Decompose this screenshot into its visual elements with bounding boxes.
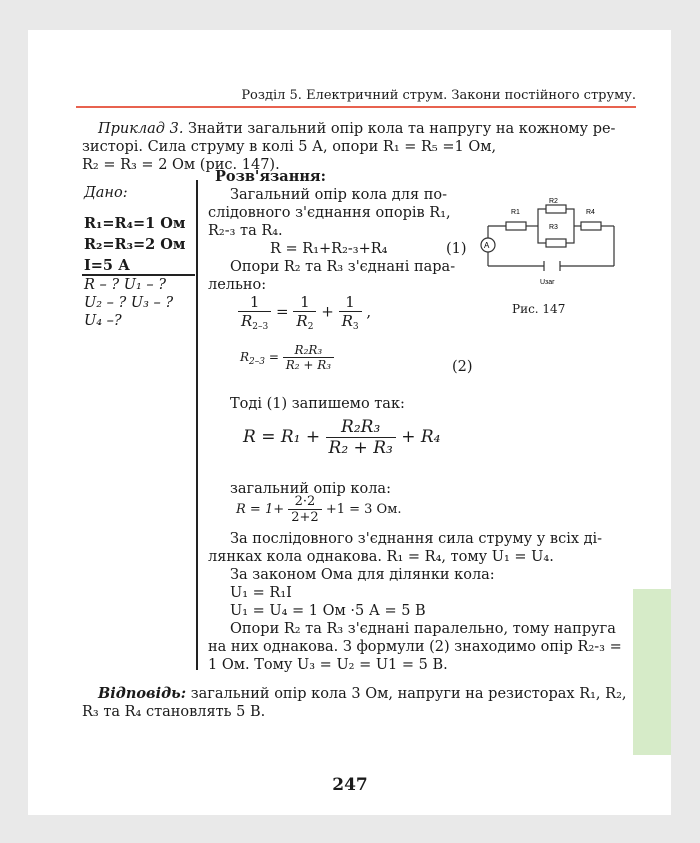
example-label: Приклад 3. — [98, 121, 184, 137]
solution-p1-line1: Загальний опір кола для по- — [230, 187, 447, 203]
formula-r23: $R_{2-3}$ = $\frac{\text{R₂R₃}}{\text{R₂ + R₃}}$ — [240, 343, 334, 372]
label-r1: R1 — [511, 209, 520, 216]
formula-parallel: $\frac{1}{R_{2-3}}$ = $\frac{1}{R_2}$ + $\frac{1}{R_3}$ , — [238, 293, 371, 332]
solution-p1-line2: слідовного з'єднання опорів R₁, — [208, 205, 451, 221]
frac-r2: $\frac{1}{R_2}$ — [293, 293, 316, 332]
solution-p3: Тоді (1) запишемо так: — [230, 396, 405, 412]
formula-result: R = 1+ $\frac{2\cdot 2}{2+2}$ +1 = 3 Ом. — [236, 494, 402, 525]
example-line-1: Приклад 3. Знайти загальний опір кола та напругу на кожному ре- — [98, 121, 616, 137]
equation-2-number: (2) — [452, 359, 473, 375]
given-title: Дано: — [84, 185, 128, 201]
example-line-3: R₂ = R₃ = 2 Ом (рис. 147). — [82, 157, 280, 173]
solution-p9-line1: Опори R₂ та R₃ з'єднані паралельно, тому напруга — [230, 621, 616, 637]
example-line-2: зисторі. Сила струму в колі 5 А, опори R₁ = R₅ =1 Ом, — [82, 139, 497, 155]
solution-p8: U₁ = U₄ = 1 Ом ·5 А = 5 В — [230, 603, 426, 619]
solution-p2-line2: лельно: — [208, 277, 267, 293]
solution-p7: U₁ = R₁I — [230, 585, 292, 601]
ammeter-label: A — [484, 241, 490, 250]
header-rule — [76, 106, 636, 108]
equation-1: R = R₁+R₂-₃+R₄ — [270, 241, 388, 257]
find-line-2: U₂ – ? U₃ – ? — [84, 295, 174, 311]
equation-1-number: (1) — [446, 241, 467, 257]
given-solution-divider — [196, 180, 198, 670]
answer-line-1: Відповідь: загальний опір кола 3 Ом, напруги на резисторах R₁, R₂, — [98, 685, 627, 702]
voltage-label: Uзаг — [540, 279, 555, 286]
answer-label: Відповідь: — [98, 685, 187, 702]
find-line-3: U₄ –? — [84, 313, 122, 329]
circuit-diagram — [478, 196, 628, 286]
figure-caption: Рис. 147 — [512, 302, 566, 316]
formula-total: R = R₁ + $\frac{\text{R₂R₃}}{\text{R₂ + R₃}}$ + R₄ — [243, 417, 441, 458]
frac-lhs: $\frac{1}{R_{2-3}}$ — [238, 293, 271, 332]
given-item-3: I=5 А — [84, 257, 130, 274]
solution-p5-line1: За послідовного з'єднання сила струму у всіх ді- — [230, 531, 603, 547]
solution-title: Розв'язання: — [215, 168, 326, 185]
answer-line-2: R₃ та R₄ становлять 5 В. — [82, 704, 266, 720]
label-r4: R4 — [586, 209, 595, 216]
solution-p9-line3: 1 Ом. Тому U₃ = U₂ = U1 = 5 В. — [208, 657, 448, 673]
frac-r3: $\frac{1}{R_3}$ — [339, 293, 362, 332]
solution-p2-line1: Опори R₂ та R₃ з'єднані пара- — [230, 259, 456, 275]
solution-p9-line2: на них однакова. З формули (2) знаходимо опір R₂-₃ = — [208, 639, 622, 655]
label-r3: R3 — [549, 224, 558, 231]
label-r2: R2 — [549, 198, 558, 205]
running-header: Розділ 5. Електричний струм. Закони постійного струму. — [241, 88, 636, 103]
given-item-2: R₂=R₃=2 Ом — [84, 236, 186, 253]
solution-p6: За законом Ома для ділянки кола: — [230, 567, 495, 583]
find-line-1: R – ? U₁ – ? — [84, 277, 167, 293]
green-side-tab — [633, 589, 671, 755]
solution-p4: загальний опір кола: — [230, 481, 391, 497]
solution-p5-line2: лянках кола однакова. R₁ = R₄, тому U₁ = U₄. — [208, 549, 554, 565]
given-item-1: R₁=R₄=1 Ом — [84, 215, 186, 232]
page-number: 247 — [332, 775, 368, 795]
solution-p1-line3: R₂-₃ та R₄. — [208, 223, 283, 239]
